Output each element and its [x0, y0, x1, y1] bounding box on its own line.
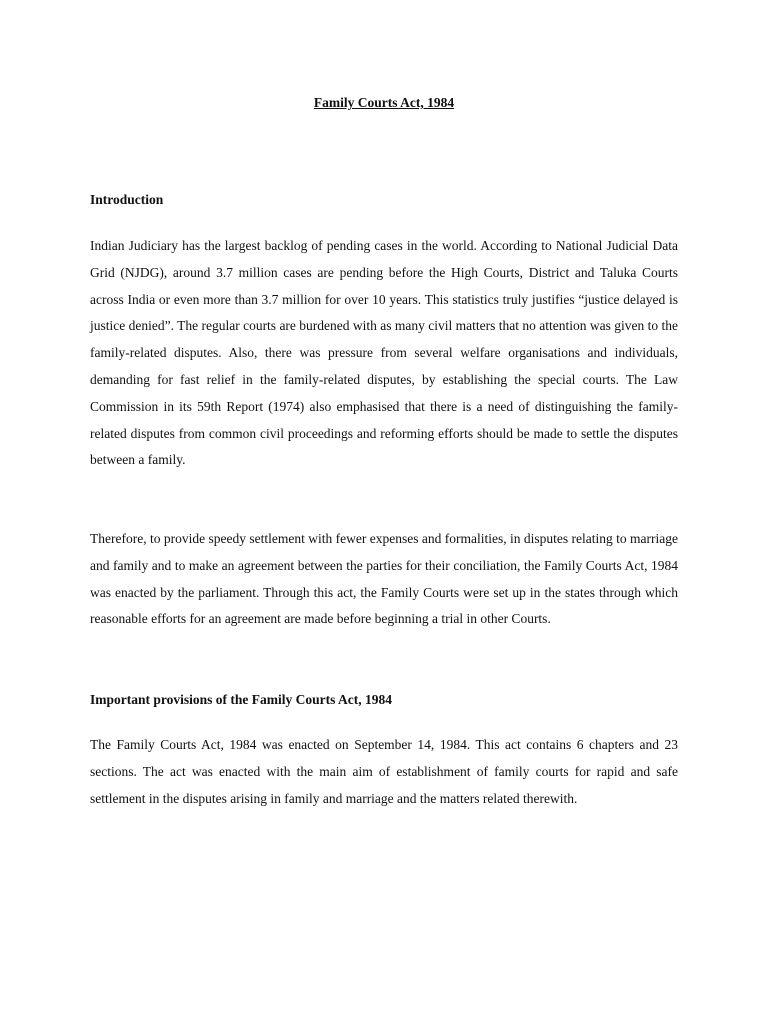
introduction-paragraph-2: Therefore, to provide speedy settlement with fewer expenses and formalities, in disputes relating to marriage and family and to make an agreement between the parties for their conciliation, the Family Courts Act, 1984 was enacted by the parliament. Through this act, the Family Courts were set up in the states through which reasonable efforts for an agreement are made before beginning a trial in other Courts.: [90, 531, 678, 627]
section-heading-important-provisions: Important provisions of the Family Courts Act, 1984: [90, 692, 392, 707]
provisions-paragraph-1: The Family Courts Act, 1984 was enacted on September 14, 1984. This act contains 6 chapters and 23 sections. The act was enacted with the main aim of establishment of family courts for rapid and safe settlement in the disputes arising in family and marriage and the matters related therewith.: [90, 737, 678, 806]
introduction-paragraph-1: Indian Judiciary has the largest backlog of pending cases in the world. According to National Judicial Data Grid (NJDG), around 3.7 million cases are pending before the High Courts, District and Taluka Courts across India or even more than 3.7 million for over 10 years. This statistics truly justifies “justice delayed is justice denied”. The regular courts are burdened with as many civil matters that no attention was given to the family-related disputes. Also, there was pressure from several welfare organisations and individuals, demanding for fast relief in the family-related disputes, by establishing the special courts. The Law Commission in its 59th Report (1974) also emphasised that there is a need of distinguishing the family-related disputes from common civil proceedings and reforming efforts should be made to settle the disputes between a family.: [90, 238, 678, 468]
document-title: Family Courts Act, 1984: [313, 95, 455, 110]
section-heading-introduction: Introduction: [90, 192, 164, 207]
